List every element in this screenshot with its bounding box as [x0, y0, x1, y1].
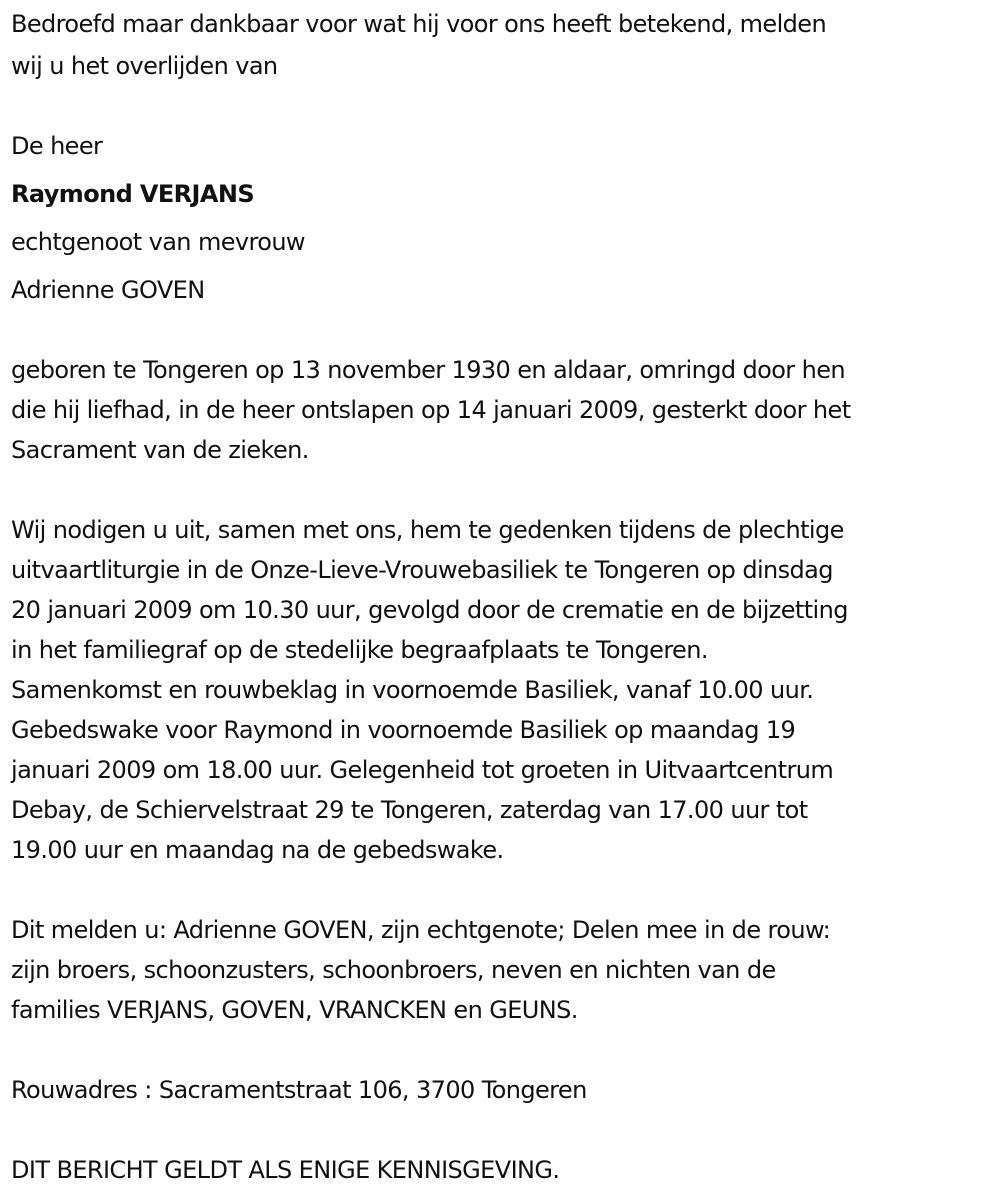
ceremony-line: Debay, de Schiervelstraat 29 te Tongeren, zaterdag van 17.00 uur tot	[11, 796, 808, 824]
birth-death-line: geboren te Tongeren op 13 november 1930 en aldaar, omringd door hen	[11, 356, 845, 384]
ceremony-line: Gebedswake voor Raymond in voornoemde Basiliek op maandag 19	[11, 716, 796, 744]
birth-death-line: Sacrament van de zieken.	[11, 436, 309, 464]
ceremony-line: Samenkomst en rouwbeklag in voornoemde Basiliek, vanaf 10.00 uur.	[11, 676, 814, 704]
ceremony-line: 20 januari 2009 om 10.30 uur, gevolgd door de crematie en de bijzetting	[11, 596, 848, 624]
mourning-address: Rouwadres : Sacramentstraat 106, 3700 Tongeren	[11, 1076, 587, 1104]
relation-text: echtgenoot van mevrouw	[11, 228, 305, 256]
spouse-name: Adrienne GOVEN	[11, 276, 205, 304]
intro-line: Bedroefd maar dankbaar voor wat hij voor ons heeft betekend, melden	[11, 10, 827, 38]
ceremony-line: Wij nodigen u uit, samen met ons, hem te gedenken tijdens de plechtige	[11, 516, 844, 544]
family-line: families VERJANS, GOVEN, VRANCKEN en GEUNS.	[11, 996, 578, 1024]
ceremony-line: 19.00 uur en maandag na de gebedswake.	[11, 836, 504, 864]
birth-death-line: die hij liefhad, in de heer ontslapen op 14 januari 2009, gesterkt door het	[11, 396, 851, 424]
family-line: zijn broers, schoonzusters, schoonbroers, neven en nichten van de	[11, 956, 776, 984]
intro-line: wij u het overlijden van	[11, 52, 278, 80]
deceased-name: Raymond VERJANS	[11, 180, 255, 208]
ceremony-line: uitvaartliturgie in de Onze-Lieve-Vrouwebasiliek te Tongeren op dinsdag	[11, 556, 833, 584]
family-line: Dit melden u: Adrienne GOVEN, zijn echtgenote; Delen mee in de rouw:	[11, 916, 831, 944]
ceremony-line: in het familiegraf op de stedelijke begraafplaats te Tongeren.	[11, 636, 708, 664]
closing-statement: DIT BERICHT GELDT ALS ENIGE KENNISGEVING.	[11, 1156, 560, 1184]
honorific: De heer	[11, 132, 103, 160]
ceremony-line: januari 2009 om 18.00 uur. Gelegenheid tot groeten in Uitvaartcentrum	[11, 756, 834, 784]
